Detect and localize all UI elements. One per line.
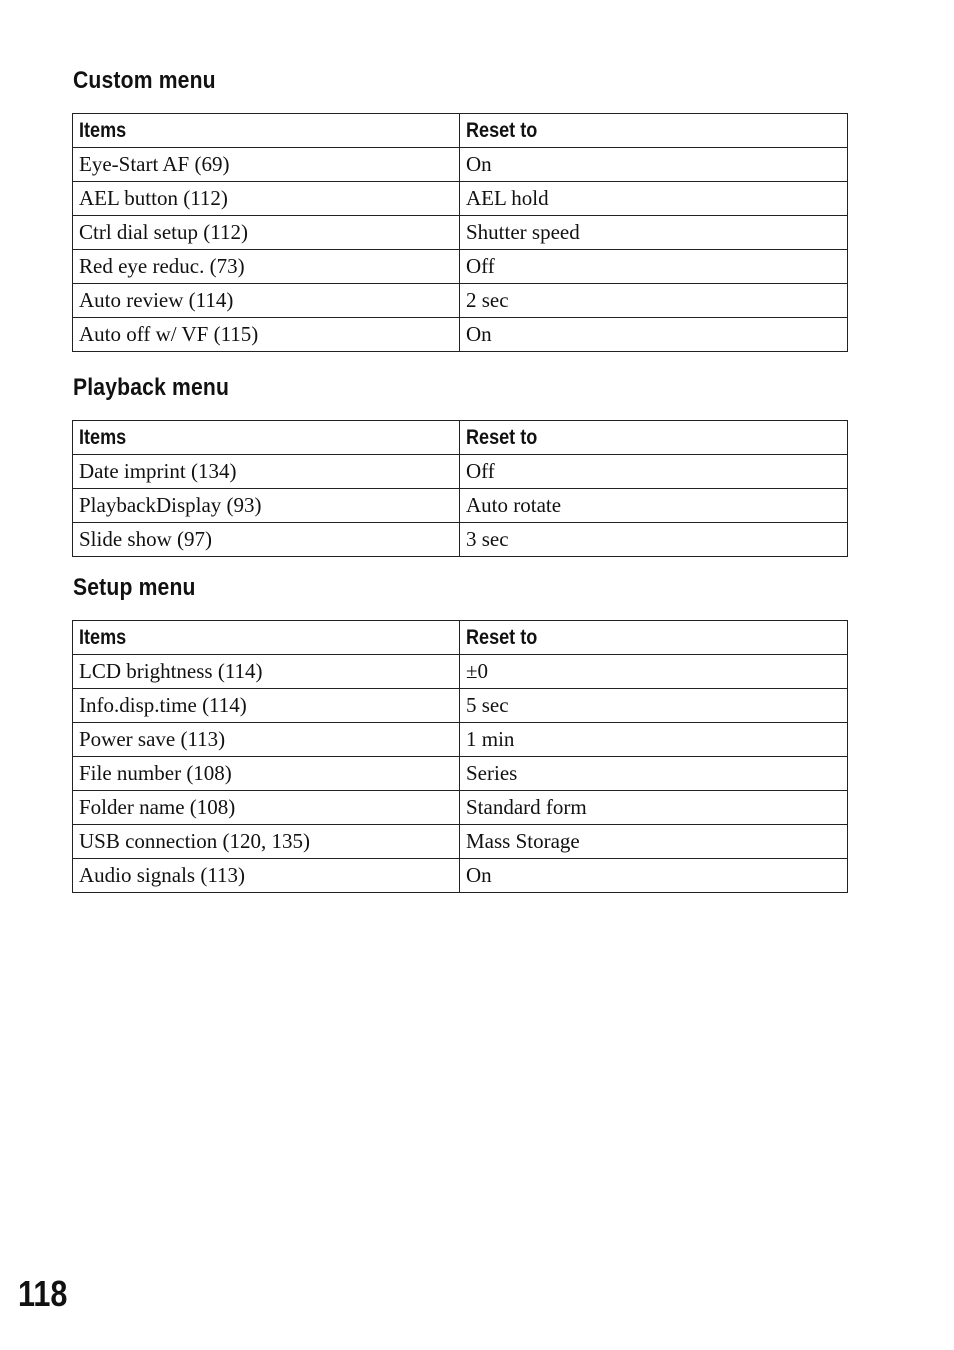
- items-column-header: Items: [73, 621, 460, 655]
- reset-value-cell: On: [460, 859, 848, 893]
- item-cell: Date imprint (134): [73, 455, 460, 489]
- items-column-header: Items: [73, 114, 460, 148]
- table-row: [73, 723, 848, 757]
- item-cell: AEL button (112): [73, 182, 460, 216]
- items-column-header: Items: [73, 421, 460, 455]
- table-row: [73, 757, 848, 791]
- item-cell: Folder name (108): [73, 791, 460, 825]
- page-number: 118: [18, 1273, 68, 1314]
- reset-value-cell: On: [460, 318, 848, 352]
- reset-value-cell: Off: [460, 250, 848, 284]
- table-row: [73, 284, 848, 318]
- item-cell: Red eye reduc. (73): [73, 250, 460, 284]
- reset-value-cell: Mass Storage: [460, 825, 848, 859]
- reset-value-cell: 1 min: [460, 723, 848, 757]
- custom-menu-table: [72, 113, 848, 352]
- table-header-row: [73, 621, 848, 655]
- item-cell: PlaybackDisplay (93): [73, 489, 460, 523]
- reset-value-cell: 5 sec: [460, 689, 848, 723]
- item-cell: Auto review (114): [73, 284, 460, 318]
- table-row: [73, 791, 848, 825]
- reset-value-cell: Off: [460, 455, 848, 489]
- table-row: [73, 523, 848, 557]
- playback-menu-heading: Playback menu: [73, 374, 230, 401]
- table-header-row: [73, 114, 848, 148]
- item-cell: USB connection (120, 135): [73, 825, 460, 859]
- playback-menu-table: [72, 420, 848, 557]
- item-cell: Eye-Start AF (69): [73, 148, 460, 182]
- item-cell: Ctrl dial setup (112): [73, 216, 460, 250]
- item-cell: File number (108): [73, 757, 460, 791]
- reset-to-column-header: Reset to: [460, 621, 848, 655]
- reset-value-cell: 2 sec: [460, 284, 848, 318]
- item-cell: Power save (113): [73, 723, 460, 757]
- table-row: [73, 655, 848, 689]
- reset-value-cell: AEL hold: [460, 182, 848, 216]
- item-cell: LCD brightness (114): [73, 655, 460, 689]
- reset-value-cell: Auto rotate: [460, 489, 848, 523]
- table-row: [73, 859, 848, 893]
- reset-value-cell: On: [460, 148, 848, 182]
- reset-value-cell: 3 sec: [460, 523, 848, 557]
- table-row: [73, 689, 848, 723]
- table-row: [73, 489, 848, 523]
- table-row: [73, 148, 848, 182]
- custom-menu-heading: Custom menu: [73, 67, 216, 94]
- table-row: [73, 318, 848, 352]
- item-cell: Slide show (97): [73, 523, 460, 557]
- reset-value-cell: ±0: [460, 655, 848, 689]
- setup-menu-heading: Setup menu: [73, 574, 196, 601]
- item-cell: Auto off w/ VF (115): [73, 318, 460, 352]
- table-row: [73, 182, 848, 216]
- reset-to-column-header: Reset to: [460, 114, 848, 148]
- reset-to-column-header: Reset to: [460, 421, 848, 455]
- table-row: [73, 250, 848, 284]
- table-header-row: [73, 421, 848, 455]
- item-cell: Audio signals (113): [73, 859, 460, 893]
- table-row: [73, 825, 848, 859]
- reset-value-cell: Standard form: [460, 791, 848, 825]
- reset-value-cell: Series: [460, 757, 848, 791]
- table-row: [73, 216, 848, 250]
- setup-menu-table: [72, 620, 848, 893]
- reset-value-cell: Shutter speed: [460, 216, 848, 250]
- item-cell: Info.disp.time (114): [73, 689, 460, 723]
- table-row: [73, 455, 848, 489]
